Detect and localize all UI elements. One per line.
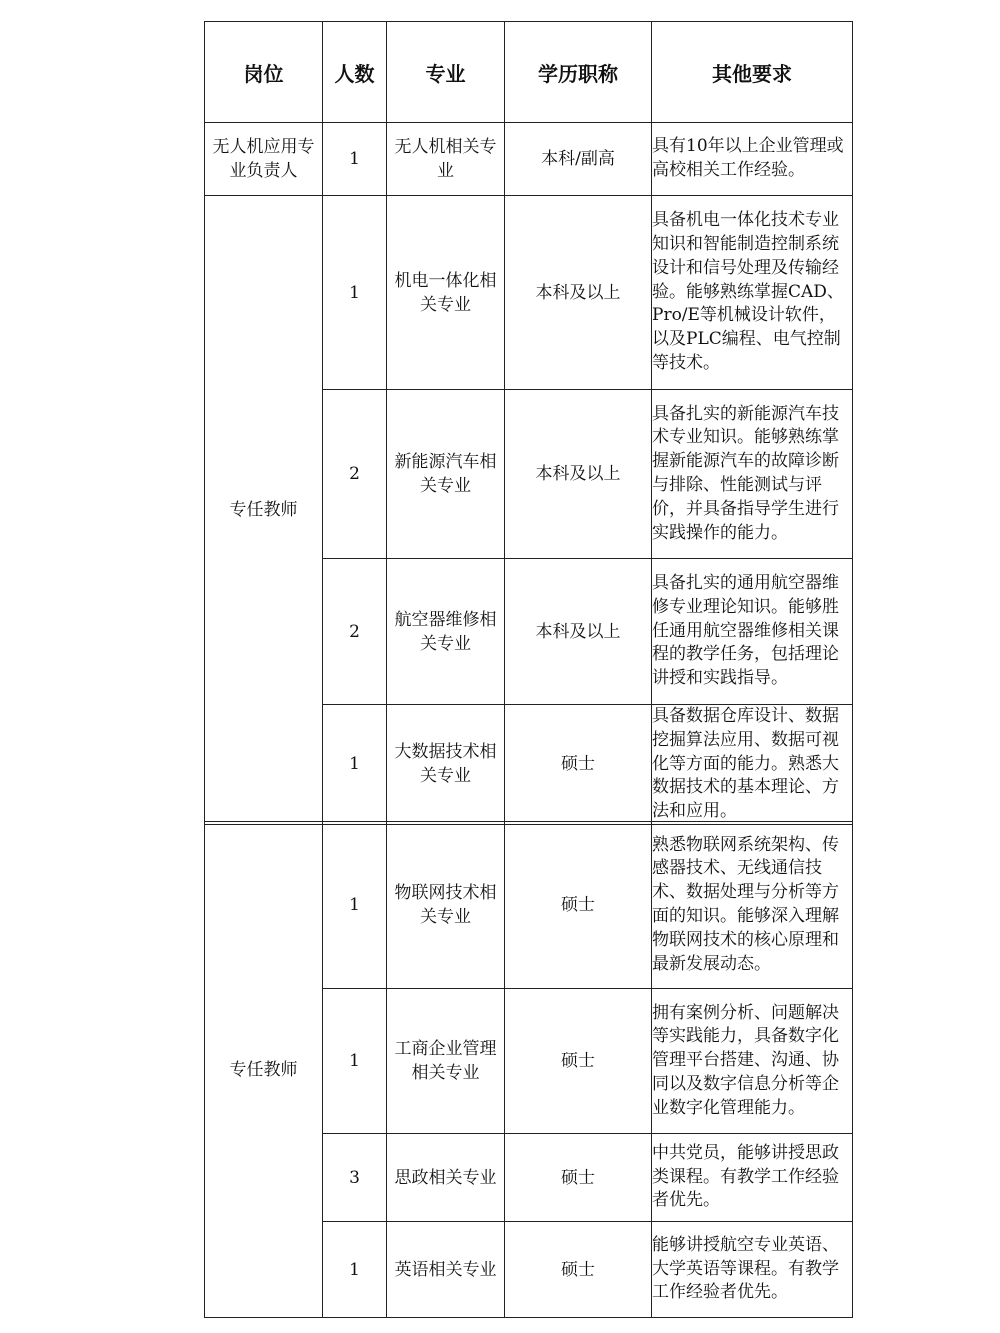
cell-degree: 硕士 — [505, 705, 652, 825]
cell-position: 专任教师 — [205, 822, 323, 1318]
cell-major: 英语相关专业 — [387, 1222, 505, 1318]
cell-major: 物联网技术相关专业 — [387, 822, 505, 989]
cell-position: 专任教师 — [205, 196, 323, 825]
cell-degree: 硕士 — [505, 822, 652, 989]
cell-requirements: 中共党员，能够讲授思政类课程。有教学工作经验者优先。 — [652, 1134, 853, 1222]
header-degree: 学历职称 — [505, 22, 652, 123]
cell-requirements: 能够讲授航空专业英语、大学英语等课程。有教学工作经验者优先。 — [652, 1222, 853, 1318]
cell-degree: 硕士 — [505, 1222, 652, 1318]
cell-major: 思政相关专业 — [387, 1134, 505, 1222]
header-requirements: 其他要求 — [652, 22, 853, 123]
cell-major: 机电一体化相关专业 — [387, 196, 505, 390]
header-count: 人数 — [323, 22, 387, 123]
cell-requirements: 具备扎实的新能源汽车技术专业知识。能够熟练掌握新能源汽车的故障诊断与排除、性能测试与评价，并具备指导学生进行实践操作的能力。 — [652, 390, 853, 559]
cell-count: 1 — [323, 822, 387, 989]
recruitment-table-part-2 — [204, 821, 853, 1318]
cell-count: 2 — [323, 559, 387, 705]
cell-major: 大数据技术相关专业 — [387, 705, 505, 825]
cell-requirements: 具备机电一体化技术专业知识和智能制造控制系统设计和信号处理及传输经验。能够熟练掌握CAD、Pro/E等机械设计软件，以及PLC编程、电气控制等技术。 — [652, 196, 853, 390]
header-position: 岗位 — [205, 22, 323, 123]
cell-major: 无人机相关专业 — [387, 123, 505, 196]
cell-position: 无人机应用专业负责人 — [205, 123, 323, 196]
cell-degree: 本科及以上 — [505, 196, 652, 390]
cell-degree: 硕士 — [505, 1134, 652, 1222]
cell-requirements: 拥有案例分析、问题解决等实践能力，具备数字化管理平台搭建、沟通、协同以及数字信息分析等企业数字化管理能力。 — [652, 989, 853, 1134]
cell-degree: 本科及以上 — [505, 390, 652, 559]
cell-major: 工商企业管理相关专业 — [387, 989, 505, 1134]
table-row — [205, 822, 853, 989]
cell-degree: 本科/副高 — [505, 123, 652, 196]
header-row — [205, 22, 853, 123]
table-row — [205, 196, 853, 390]
header-major: 专业 — [387, 22, 505, 123]
cell-degree: 硕士 — [505, 989, 652, 1134]
cell-major: 新能源汽车相关专业 — [387, 390, 505, 559]
cell-count: 1 — [323, 123, 387, 196]
cell-requirements: 具有10年以上企业管理或高校相关工作经验。 — [652, 123, 853, 196]
cell-requirements: 具备数据仓库设计、数据挖掘算法应用、数据可视化等方面的能力。熟悉大数据技术的基本理论、方法和应用。 — [652, 705, 853, 825]
table-row — [205, 123, 853, 196]
cell-count: 3 — [323, 1134, 387, 1222]
cell-requirements: 具备扎实的通用航空器维修专业理论知识。能够胜任通用航空器维修相关课程的教学任务，包括理论讲授和实践指导。 — [652, 559, 853, 705]
cell-degree: 本科及以上 — [505, 559, 652, 705]
cell-count: 2 — [323, 390, 387, 559]
cell-count: 1 — [323, 196, 387, 390]
recruitment-table-part-1 — [204, 21, 853, 825]
cell-count: 1 — [323, 989, 387, 1134]
cell-count: 1 — [323, 705, 387, 825]
cell-requirements: 熟悉物联网系统架构、传感器技术、无线通信技术、数据处理与分析等方面的知识。能够深入理解物联网技术的核心原理和最新发展动态。 — [652, 822, 853, 989]
cell-major: 航空器维修相关专业 — [387, 559, 505, 705]
cell-count: 1 — [323, 1222, 387, 1318]
